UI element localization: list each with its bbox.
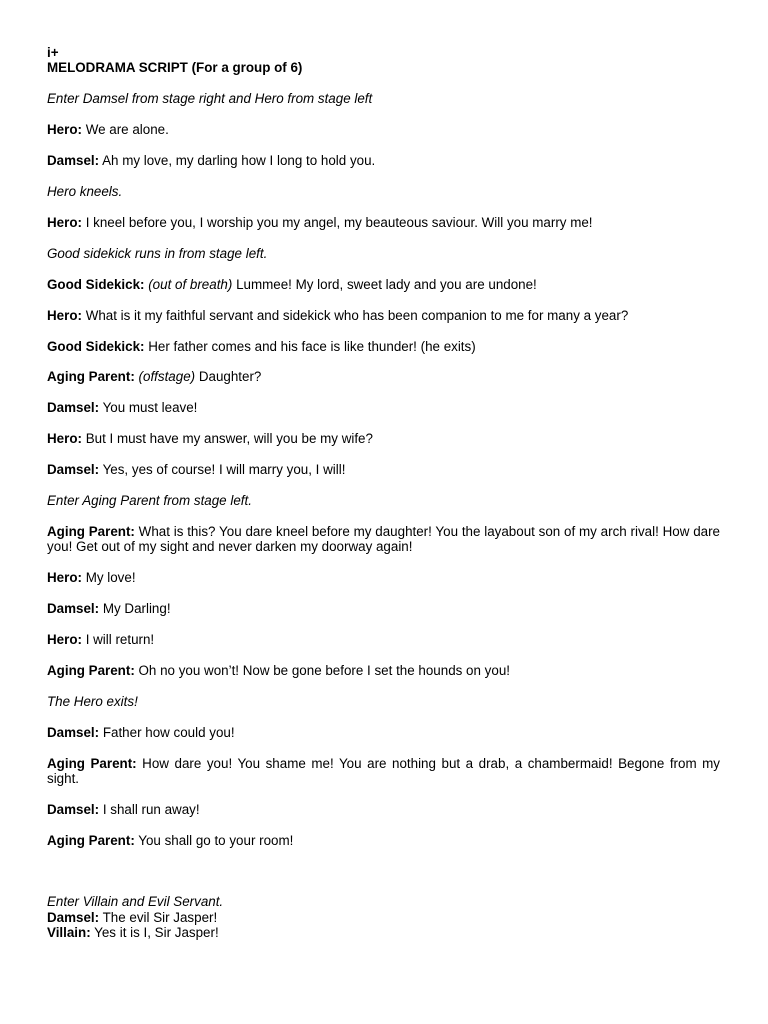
spacer: [47, 199, 720, 215]
spacer: [47, 354, 720, 370]
dialogue-text: We are alone.: [81, 122, 169, 138]
spacer: [47, 323, 720, 339]
speaker-name: Villain:: [47, 925, 91, 941]
dialogue-text: You shall go to your room!: [134, 832, 294, 848]
dialogue-line: [47, 910, 720, 925]
speaker-name: Damsel:: [47, 153, 100, 169]
speaker-name: Hero:: [47, 570, 82, 586]
header-mark: i+: [47, 45, 59, 60]
spacer: [47, 648, 720, 664]
spacer: [47, 586, 720, 602]
dialogue-line: [47, 755, 724, 787]
spacer: [47, 740, 720, 756]
dialogue-line: [47, 632, 720, 647]
dialogue-text: Her father comes and his face is like thunder! (he exits): [144, 338, 476, 354]
dialogue-line: [47, 570, 720, 585]
dialogue-line: [47, 925, 720, 940]
spacer: [47, 787, 720, 803]
speaker-name: Hero:: [47, 632, 82, 648]
spacer: [47, 416, 720, 432]
dialogue-text: Lummee! My lord, sweet lady and you are undone!: [232, 276, 537, 292]
dialogue-line: [47, 601, 720, 616]
dialogue-text: Father how could you!: [99, 724, 235, 740]
dialogue-line: [47, 524, 724, 555]
inline-stage-direction: (out of breath): [148, 276, 233, 292]
dialogue-text: I kneel before you, I worship you my angel, my beauteous saviour. Will you marry me!: [81, 214, 593, 230]
spacer: [47, 709, 720, 725]
speaker-name: Aging Parent:: [47, 755, 137, 771]
stage-direction: The Hero exits!: [47, 693, 138, 709]
speaker-name: Aging Parent:: [47, 524, 135, 539]
speaker-name: Aging Parent:: [47, 663, 135, 679]
dialogue-text: I shall run away!: [99, 802, 200, 818]
speaker-name: Damsel:: [47, 909, 100, 925]
dialogue-text: Yes it is I, Sir Jasper!: [90, 925, 219, 941]
dialogue-text: Oh no you won’t! Now be gone before I set the hounds on you!: [134, 663, 510, 679]
stage-direction: Enter Villain and Evil Servant.: [47, 894, 224, 910]
dialogue-text: Yes, yes of course! I will marry you, I will!: [99, 462, 346, 478]
spacer: [47, 509, 720, 525]
spacer: [47, 138, 720, 154]
speaker-name: Damsel:: [47, 462, 100, 478]
spacer: [47, 678, 720, 694]
page-title: MELODRAMA SCRIPT (For a group of 6): [47, 60, 303, 76]
spacer: [47, 230, 720, 246]
dialogue-text: Daughter?: [195, 369, 262, 385]
dialogue-line: [47, 663, 720, 678]
spacer-large: [47, 848, 720, 894]
speaker-name: Hero:: [47, 214, 82, 230]
speaker-name: Hero:: [47, 122, 82, 138]
dialogue-text: The evil Sir Jasper!: [99, 909, 218, 925]
dialogue-text: How dare you! You shame me! You are nothing but a drab, a chambermaid! Begone from my sight.: [47, 755, 724, 787]
stage-direction: Good sidekick runs in from stage left.: [47, 245, 268, 261]
speaker-name: Damsel:: [47, 601, 100, 617]
script-final-block: [47, 894, 720, 940]
speaker-name: Damsel:: [47, 724, 100, 740]
stage-direction: Enter Aging Parent from stage left.: [47, 493, 252, 509]
dialogue-line: [47, 802, 720, 817]
stage-direction: Hero kneels.: [47, 184, 123, 200]
stage-direction: Enter Damsel from stage right and Hero from stage left: [47, 91, 373, 107]
script-body: [47, 91, 724, 848]
speaker-name: Damsel:: [47, 802, 100, 818]
spacer: [47, 555, 720, 571]
dialogue-text: My Darling!: [99, 601, 171, 617]
spacer: [47, 385, 720, 401]
dialogue-text: You must leave!: [99, 400, 198, 416]
dialogue-line: [47, 122, 720, 137]
dialogue-line: [47, 339, 720, 354]
speaker-name: Good Sidekick:: [47, 276, 145, 292]
spacer: [47, 169, 720, 185]
speaker-name: Hero:: [47, 431, 82, 447]
spacer: [47, 447, 720, 463]
dialogue-line: [47, 725, 720, 740]
inline-stage-direction: (offstage): [138, 369, 196, 385]
dialogue-line: [47, 153, 720, 168]
speaker-name: Hero:: [47, 307, 82, 323]
dialogue-line: [47, 369, 720, 384]
dialogue-line: [47, 308, 720, 323]
spacer: [47, 478, 720, 494]
speaker-name: Good Sidekick:: [47, 338, 145, 354]
script-page: [47, 45, 724, 941]
speaker-name: Aging Parent:: [47, 832, 135, 848]
dialogue-line: [47, 431, 720, 446]
spacer: [47, 817, 720, 833]
dialogue-line: [47, 400, 720, 415]
spacer: [47, 617, 720, 633]
speaker-name: Damsel:: [47, 400, 100, 416]
spacer: [47, 107, 720, 123]
spacer: [47, 261, 720, 277]
dialogue-text: My love!: [81, 570, 136, 586]
dialogue-text: What is this? You dare kneel before my daughter! You the layabout son of my arch rival! How dare you! Get out of my sight and never darken my doorway again!: [47, 524, 724, 555]
dialogue-text: What is it my faithful servant and sidekick who has been companion to me for many a year?: [81, 307, 629, 323]
speaker-name: Aging Parent:: [47, 369, 135, 385]
dialogue-line: [47, 215, 720, 230]
dialogue-line: [47, 833, 720, 848]
dialogue-line: [47, 277, 720, 292]
spacer: [47, 76, 720, 92]
dialogue-line: [47, 462, 720, 477]
dialogue-text: I will return!: [81, 632, 155, 648]
dialogue-text: Ah my love, my darling how I long to hold you.: [99, 153, 376, 169]
spacer: [47, 292, 720, 308]
dialogue-text: But I must have my answer, will you be my wife?: [81, 431, 373, 447]
